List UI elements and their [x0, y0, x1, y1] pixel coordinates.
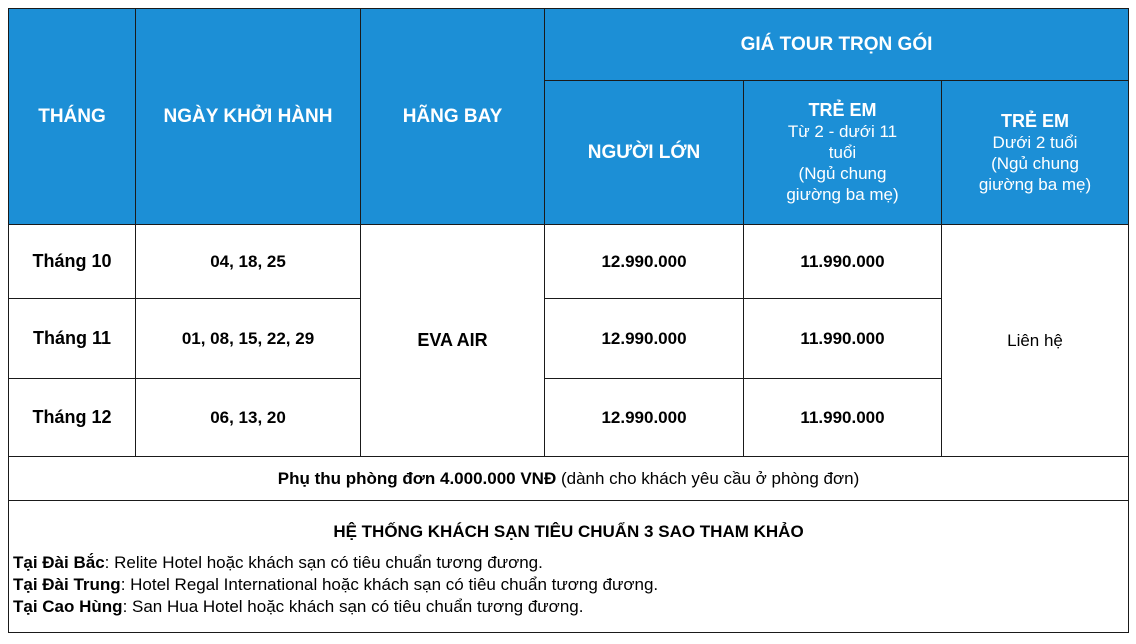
single-room-surcharge — [9, 457, 1129, 501]
header-child-under-2 — [942, 81, 1129, 225]
row-adult-price: 12.990.000 — [545, 299, 744, 379]
airline-cell: EVA AIR — [361, 225, 545, 457]
surcharge-amount: Phụ thu phòng đơn 4.000.000 VNĐ — [277, 468, 557, 488]
tour-price-table — [8, 8, 1129, 633]
row-adult-price: 12.990.000 — [545, 225, 744, 299]
header-airline: HÃNG BAY — [361, 9, 545, 225]
child-header-line: giường ba mẹ) — [786, 185, 899, 204]
infant-price-cell: Liên hệ — [942, 225, 1129, 457]
row-month: Tháng 10 — [9, 225, 136, 299]
header-month: THÁNG — [9, 9, 136, 225]
hotel-desc: : Hotel Regal International hoặc khách sạn có tiêu chuẩn tương đương. — [120, 574, 659, 594]
row-dates: 06, 13, 20 — [136, 379, 361, 457]
infant-header-title: TRẺ EM — [1001, 110, 1070, 131]
row-dates: 04, 18, 25 — [136, 225, 361, 299]
infant-header-line: (Ngủ chung — [991, 153, 1079, 173]
row-child-price: 11.990.000 — [744, 379, 942, 457]
hotel-item — [13, 552, 1124, 574]
hotel-section-title: HỆ THỐNG KHÁCH SẠN TIÊU CHUẨN 3 SAO THAM KHẢO — [333, 521, 804, 541]
hotel-desc: : Relite Hotel hoặc khách sạn có tiêu chuẩn tương đương. — [104, 552, 543, 572]
hotel-section — [9, 501, 1129, 633]
child-header-line: tuổi — [828, 143, 857, 162]
child-header-line: Từ 2 - dưới 11 — [787, 122, 898, 141]
header-package-price: GIÁ TOUR TRỌN GÓI — [545, 9, 1129, 81]
header-adult: NGƯỜI LỚN — [545, 81, 744, 225]
hotel-city: Tại Đài Trung — [13, 574, 121, 594]
surcharge-note: (dành cho khách yêu cầu ở phòng đơn) — [556, 468, 860, 488]
row-child-price: 11.990.000 — [744, 299, 942, 379]
hotel-desc: : San Hua Hotel hoặc khách sạn có tiêu chuẩn tương đương. — [122, 596, 584, 616]
hotel-city: Tại Cao Hùng — [13, 596, 123, 616]
row-month: Tháng 11 — [9, 299, 136, 379]
hotel-city: Tại Đài Bắc — [13, 552, 105, 572]
hotel-item — [13, 596, 1124, 618]
row-child-price: 11.990.000 — [744, 225, 942, 299]
row-adult-price: 12.990.000 — [545, 379, 744, 457]
header-child-2-11 — [744, 81, 942, 225]
infant-header-line: giường ba mẹ) — [978, 174, 1092, 194]
row-dates: 01, 08, 15, 22, 29 — [136, 299, 361, 379]
child-header-line: (Ngủ chung — [798, 164, 887, 183]
child-header-title: TRẺ EM — [808, 100, 877, 120]
infant-header-line: Dưới 2 tuổi — [992, 132, 1078, 152]
header-departure-date: NGÀY KHỞI HÀNH — [136, 9, 361, 225]
hotel-item — [13, 574, 1124, 596]
table-row — [9, 225, 1129, 299]
row-month: Tháng 12 — [9, 379, 136, 457]
